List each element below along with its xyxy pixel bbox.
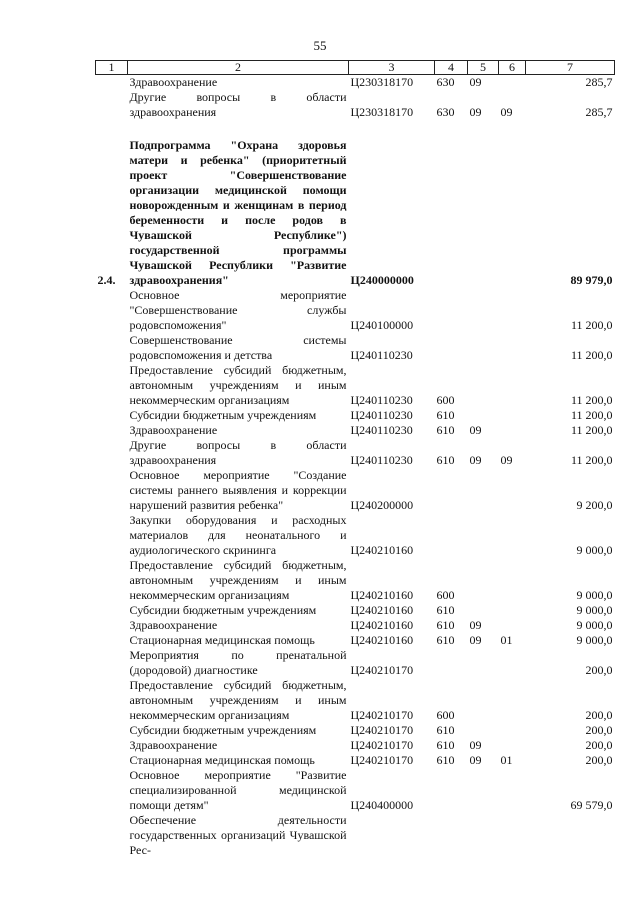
row-number <box>96 408 128 423</box>
row-name: Здравоохранение <box>129 618 218 632</box>
row-section <box>468 603 499 618</box>
row-expense-type <box>435 468 468 513</box>
row-name: Закупки оборудования и расходных материалов для неонатального и аудиологического скрининга <box>129 513 347 557</box>
row-number <box>96 288 128 333</box>
row-amount: 89 979,0 <box>570 273 613 287</box>
row-subsection <box>499 408 526 423</box>
row-amount: 11 200,0 <box>570 348 613 362</box>
row-amount: 11 200,0 <box>570 408 613 422</box>
row-expense-type: 630 <box>436 105 455 119</box>
row-subsection <box>499 468 526 513</box>
table-row <box>96 513 615 558</box>
row-number <box>96 468 128 513</box>
row-name: Основное мероприятие "Совершенствование службы родовспоможения" <box>129 288 347 332</box>
row-expense-type <box>435 333 468 363</box>
row-code: Ц230318170 <box>350 75 414 89</box>
table-row <box>96 333 615 363</box>
row-code: Ц240200000 <box>350 498 414 512</box>
row-amount: 200,0 <box>585 708 613 722</box>
row-number <box>96 618 128 633</box>
page-number: 55 <box>313 38 327 53</box>
row-name: Основное мероприятие "Развитие специализированной медицинской помощи детям" <box>129 768 347 812</box>
row-amount: 9 000,0 <box>576 543 613 557</box>
row-amount <box>526 813 615 858</box>
row-amount: 9 000,0 <box>576 603 613 617</box>
row-subsection <box>499 678 526 723</box>
row-expense-type <box>435 513 468 558</box>
row-name: Основное мероприятие "Создание системы раннего выявления и коррекции нарушений развития ребенка" <box>129 468 347 512</box>
table-row <box>96 408 615 423</box>
row-section: 09 <box>469 75 482 89</box>
row-section: 09 <box>469 618 482 632</box>
row-subsection: 09 <box>500 105 513 119</box>
row-subsection <box>499 138 526 288</box>
row-expense-type <box>435 138 468 288</box>
row-section: 09 <box>469 633 482 647</box>
table-row <box>96 678 615 723</box>
row-code: Ц240210160 <box>350 633 414 647</box>
header-col-2: 2 <box>128 61 349 75</box>
row-amount: 200,0 <box>585 753 613 767</box>
row-amount: 285,7 <box>585 75 613 89</box>
row-section <box>468 648 499 678</box>
row-code: Ц240210160 <box>350 543 414 557</box>
row-code <box>349 813 435 858</box>
row-amount: 9 000,0 <box>576 588 613 602</box>
row-number <box>96 438 128 468</box>
row-expense-type: 610 <box>436 453 455 467</box>
table-row <box>96 363 615 408</box>
row-number <box>96 558 128 603</box>
row-amount: 200,0 <box>585 723 613 737</box>
row-number <box>96 633 128 648</box>
row-amount: 11 200,0 <box>570 318 613 332</box>
row-number <box>96 333 128 363</box>
row-name: Здравоохранение <box>129 75 218 89</box>
row-code: Ц240110230 <box>350 393 413 407</box>
row-subsection <box>499 423 526 438</box>
table-row <box>96 288 615 333</box>
budget-table <box>95 60 615 858</box>
row-subsection <box>499 558 526 603</box>
row-name: Стационарная медицинская помощь <box>129 753 315 767</box>
row-amount: 9 200,0 <box>576 498 613 512</box>
row-expense-type <box>435 768 468 813</box>
table-row <box>96 90 615 120</box>
row-amount: 285,7 <box>585 105 613 119</box>
row-expense-type: 610 <box>436 423 455 437</box>
row-code: Ц240210160 <box>350 603 414 617</box>
row-expense-type: 610 <box>436 603 455 617</box>
row-number <box>96 768 128 813</box>
row-amount: 11 200,0 <box>570 393 613 407</box>
row-section: 09 <box>469 738 482 752</box>
row-subsection: 01 <box>500 753 513 767</box>
row-number <box>96 678 128 723</box>
row-subsection <box>499 813 526 858</box>
row-section <box>468 813 499 858</box>
row-expense-type <box>435 288 468 333</box>
row-expense-type <box>435 648 468 678</box>
row-code: Ц240110230 <box>350 423 413 437</box>
table-row <box>96 768 615 813</box>
header-col-7: 7 <box>526 61 615 75</box>
row-code: Ц240100000 <box>350 318 414 332</box>
row-expense-type: 610 <box>436 753 455 767</box>
row-amount: 11 200,0 <box>570 423 613 437</box>
row-name: Другие вопросы в области здравоохранения <box>129 438 347 467</box>
row-subsection <box>499 648 526 678</box>
header-col-4: 4 <box>435 61 468 75</box>
row-spacer-cell <box>96 120 615 138</box>
row-subsection <box>499 618 526 633</box>
row-section: 09 <box>469 753 482 767</box>
table-row <box>96 648 615 678</box>
row-code: Ц240110230 <box>350 348 413 362</box>
row-amount: 200,0 <box>585 663 613 677</box>
table-row <box>96 558 615 603</box>
row-number <box>96 513 128 558</box>
row-name: Стационарная медицинская помощь <box>129 633 315 647</box>
row-subsection <box>499 603 526 618</box>
row-name: Субсидии бюджетным учреждениям <box>129 723 317 737</box>
row-subsection <box>499 768 526 813</box>
row-amount: 200,0 <box>585 738 613 752</box>
table-row <box>96 438 615 468</box>
table-row <box>96 618 615 633</box>
row-section <box>468 678 499 723</box>
row-number: 2.4. <box>97 273 116 287</box>
table-row <box>96 738 615 753</box>
row-section <box>468 333 499 363</box>
row-expense-type: 610 <box>436 633 455 647</box>
row-code: Ц240110230 <box>350 453 413 467</box>
table-row <box>96 633 615 648</box>
row-section <box>468 468 499 513</box>
row-code: Ц240110230 <box>350 408 413 422</box>
row-section: 09 <box>469 423 482 437</box>
row-expense-type <box>435 813 468 858</box>
row-section <box>468 408 499 423</box>
row-amount: 9 000,0 <box>576 633 613 647</box>
row-section <box>468 138 499 288</box>
table-row <box>96 723 615 738</box>
budget-table-body <box>96 61 615 859</box>
row-amount: 11 200,0 <box>570 453 613 467</box>
row-expense-type: 610 <box>436 723 455 737</box>
row-code: Ц240210170 <box>350 663 414 677</box>
row-subsection <box>499 333 526 363</box>
row-section <box>468 768 499 813</box>
header-col-3: 3 <box>349 61 435 75</box>
row-number <box>96 603 128 618</box>
row-subsection <box>499 738 526 753</box>
row-name: Субсидии бюджетным учреждениям <box>129 408 317 422</box>
row-name: Обеспечение деятельности государственных организаций Чувашской Рес- <box>129 813 347 857</box>
table-row <box>96 423 615 438</box>
row-section <box>468 288 499 333</box>
row-name: Здравоохранение <box>129 423 218 437</box>
row-name: Здравоохранение <box>129 738 218 752</box>
row-name: Другие вопросы в области здравоохранения <box>129 90 347 119</box>
row-code: Ц230318170 <box>350 105 414 119</box>
row-expense-type: 610 <box>436 408 455 422</box>
row-number <box>96 813 128 858</box>
header-col-6: 6 <box>499 61 526 75</box>
table-row <box>96 813 615 858</box>
row-spacer <box>96 120 615 138</box>
row-name: Предоставление субсидий бюджетным, автономным учреждениям и иным некоммерческим организациям <box>129 363 347 407</box>
row-number <box>96 90 128 120</box>
row-name: Предоставление субсидий бюджетным, автономным учреждениям и иным некоммерческим организациям <box>129 678 347 722</box>
row-name: Подпрограмма "Охрана здоровья матери и ребенка" (приоритетный проект "Совершенствование организации медицинской помощи новорожденным и женщинам в период беременности и после родов в Чувашской Республике") государственной программы Чувашской Республики "Развитие здравоохранения" <box>129 138 347 287</box>
row-name: Совершенствование системы родовспоможения и детства <box>129 333 347 362</box>
row-expense-type: 600 <box>436 393 455 407</box>
row-subsection <box>499 288 526 333</box>
table-row <box>96 75 615 91</box>
row-expense-type: 610 <box>436 738 455 752</box>
row-subsection: 01 <box>500 633 513 647</box>
row-code: Ц240210160 <box>350 588 414 602</box>
header-col-5: 5 <box>468 61 499 75</box>
column-number-header <box>96 61 615 75</box>
row-section <box>468 723 499 738</box>
row-subsection <box>499 723 526 738</box>
row-number <box>96 738 128 753</box>
table-row <box>96 753 615 768</box>
row-code: Ц240400000 <box>350 798 414 812</box>
row-amount: 69 579,0 <box>570 798 613 812</box>
row-code: Ц240210160 <box>350 618 414 632</box>
row-subsection: 09 <box>500 453 513 467</box>
table-row <box>96 603 615 618</box>
row-name: Субсидии бюджетным учреждениям <box>129 603 317 617</box>
row-number <box>96 723 128 738</box>
row-section <box>468 558 499 603</box>
row-expense-type: 630 <box>436 75 455 89</box>
row-amount: 9 000,0 <box>576 618 613 632</box>
row-section <box>468 363 499 408</box>
row-subsection <box>499 363 526 408</box>
row-section: 09 <box>469 105 482 119</box>
row-code: Ц240000000 <box>350 273 414 287</box>
row-section: 09 <box>469 453 482 467</box>
row-name: Мероприятия по пренатальной (дородовой) диагностике <box>129 648 347 677</box>
row-expense-type: 600 <box>436 588 455 602</box>
row-number <box>96 75 128 91</box>
row-number <box>96 753 128 768</box>
row-name: Предоставление субсидий бюджетным, автономным учреждениям и иным некоммерческим организациям <box>129 558 347 602</box>
row-number <box>96 648 128 678</box>
row-code: Ц240210170 <box>350 753 414 767</box>
row-code: Ц240210170 <box>350 738 414 752</box>
table-row <box>96 138 615 288</box>
row-code: Ц240210170 <box>350 708 414 722</box>
row-subsection <box>499 75 526 91</box>
row-code: Ц240210170 <box>350 723 414 737</box>
row-number <box>96 423 128 438</box>
table-row <box>96 468 615 513</box>
row-section <box>468 513 499 558</box>
row-subsection <box>499 513 526 558</box>
row-expense-type: 600 <box>436 708 455 722</box>
row-expense-type: 610 <box>436 618 455 632</box>
header-col-1: 1 <box>96 61 128 75</box>
row-number <box>96 363 128 408</box>
